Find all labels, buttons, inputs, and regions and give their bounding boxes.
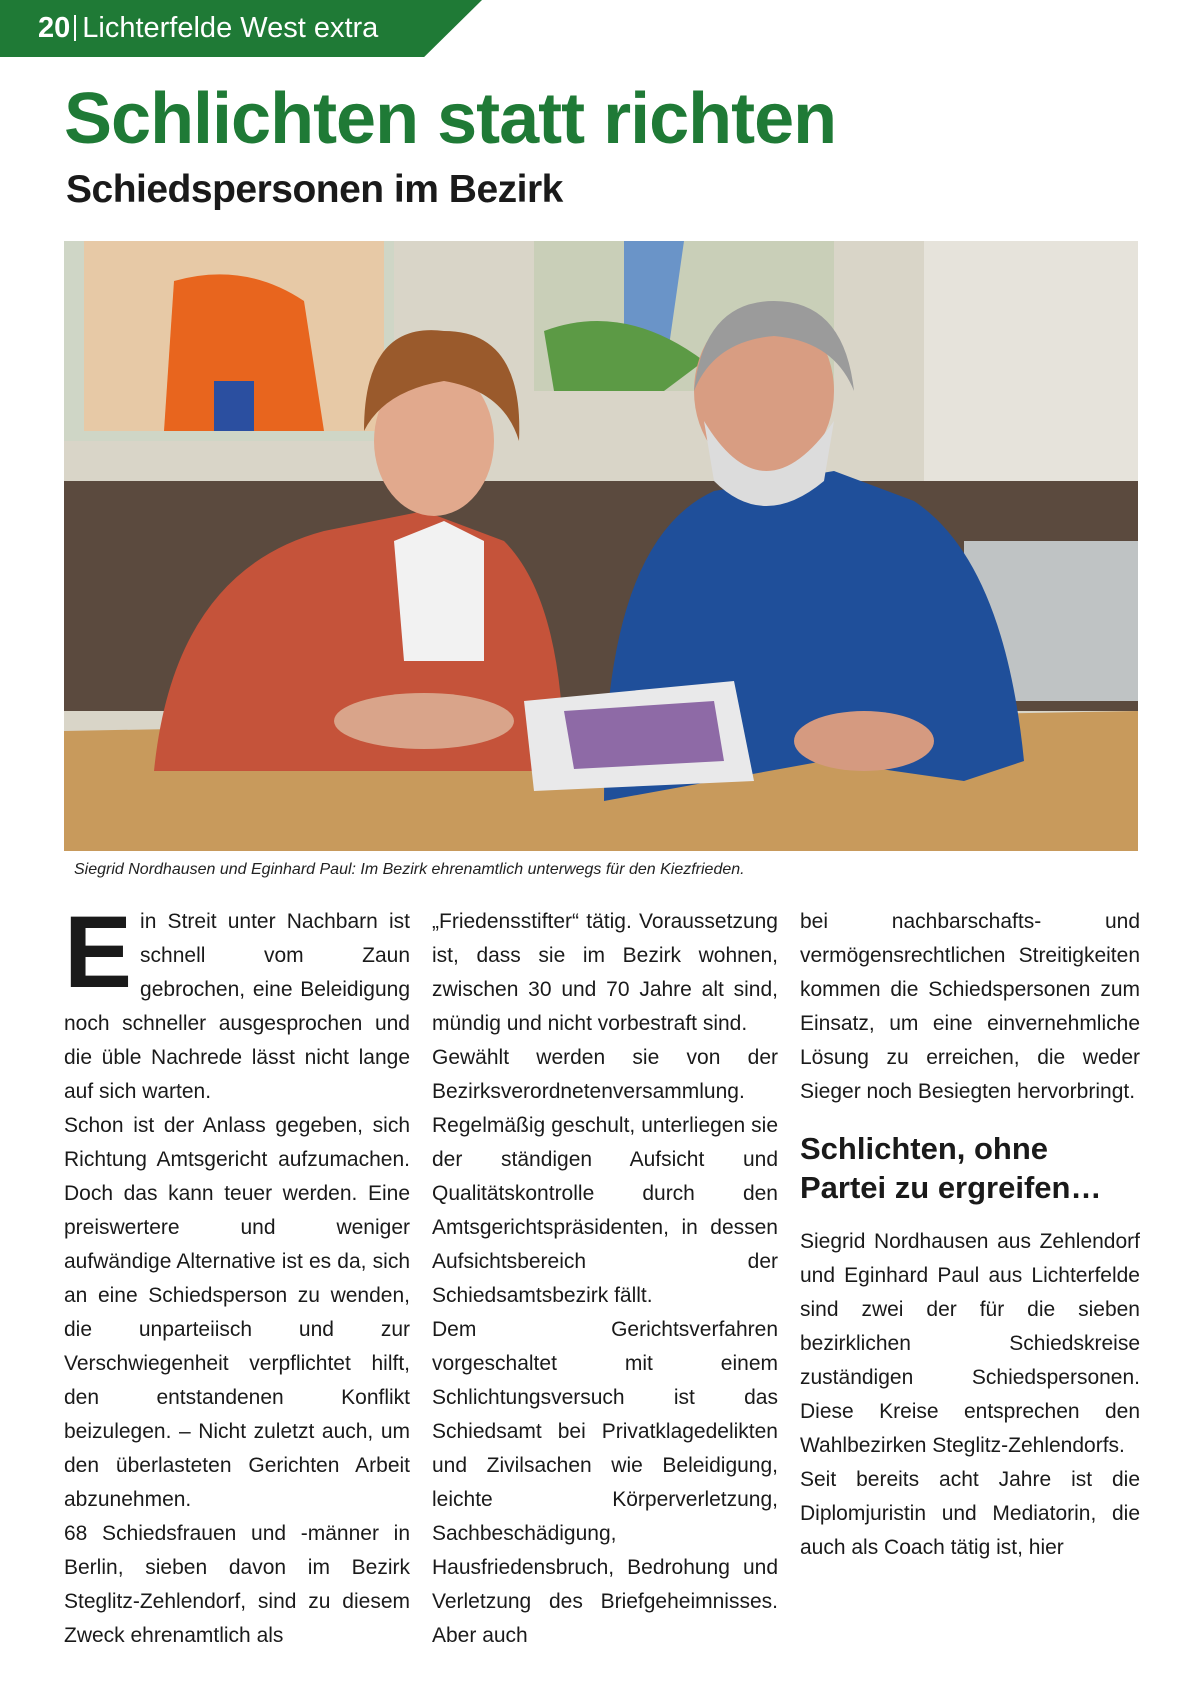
paragraph: Siegrid Nordhausen aus Zehlendorf und Eginhard Paul aus Lichterfelde sind zwei der für die sieben bezirklichen Schiedskreise zuständigen Schiedspersonen. Diese Kreise entsprechen den Wahlbezirken Steglitz-Zehlendorfs. [800, 1230, 1140, 1457]
section-title: Lichterfelde West extra [82, 12, 379, 44]
paragraph: bei nachbarschafts- und vermögensrechtlichen Streitigkeiten kommen die Schiedspersonen zum Einsatz, um eine einvernehmliche Lösung zu erreichen, die weder Sieger noch Besiegten hervorbringt. [800, 910, 1140, 1103]
page-number: 20 [38, 12, 71, 44]
paragraph: 68 Schiedsfrauen und -männer in Berlin, sieben davon im Bezirk Steglitz-Zehlendorf, sind zu diesem Zweck ehrenamtlich als [64, 1522, 410, 1647]
paragraph: „Friedensstifter“ tätig. Voraussetzung ist, dass sie im Bezirk wohnen, zwischen 30 und 70 Jahre alt sind, mündig und nicht vorbestraft sind. [432, 910, 778, 1035]
section-subheading: Schlichten, ohne Partei zu ergreifen… [800, 1131, 1102, 1205]
paragraph-text: in Streit unter Nachbarn ist schnell vom Zaun gebrochen, eine Beleidigung noch schneller ausgesprochen und die üble Nachrede lässt nicht lange auf sich warten. [64, 910, 410, 1103]
paragraph: Gewählt werden sie von der Bezirksverordnetenversammlung. Regelmäßig geschult, unterliegen sie der ständigen Aufsicht und Qualitätskontrolle durch den Amtsgerichtspräsidenten, in dessen Aufsichtsbereich der Schiedsamtsbezirk fällt. [432, 1046, 778, 1307]
text-column-2 [432, 905, 778, 1653]
article-photo [64, 241, 1138, 851]
paragraph [64, 895, 410, 1109]
drop-cap: E [64, 895, 133, 1009]
section-header [38, 12, 378, 45]
paragraph: Seit bereits acht Jahre ist die Diplomjuristin und Mediatorin, die auch als Coach tätig ist, hier [800, 1468, 1140, 1559]
article-subheadline: Schiedspersonen im Bezirk [66, 168, 563, 211]
text-column-3 [800, 905, 1140, 1565]
paragraph: Schon ist der Anlass gegeben, sich Richtung Amtsgericht aufzumachen. Doch das kann teuer werden. Eine preiswertere und weniger aufwändige Alternative ist es da, sich an eine Schiedsperson zu wenden, die unparteiisch und zur Verschwiegenheit verpflichtet hilft, den entstandenen Konflikt beizulegen. – Nicht zuletzt auch, um den überlasteten Gerichten Arbeit abzunehmen. [64, 1114, 410, 1511]
article-headline: Schlichten statt richten [64, 79, 837, 159]
header-divider [74, 15, 76, 41]
photo-caption: Siegrid Nordhausen und Eginhard Paul: Im Bezirk ehrenamtlich unterwegs für den Kiezfrieden. [74, 861, 745, 878]
text-column-1 [64, 895, 410, 1653]
paragraph: Dem Gerichtsverfahren vorgeschaltet mit einem Schlichtungsversuch ist das Schiedsamt bei Privatklagedelikten und Zivilsachen wie Beleidigung, leichte Körperverletzung, Sachbeschädigung, Hausfriedensbruch, Bedrohung und Verletzung des Briefgeheimnisses. Aber auch [432, 1318, 778, 1647]
